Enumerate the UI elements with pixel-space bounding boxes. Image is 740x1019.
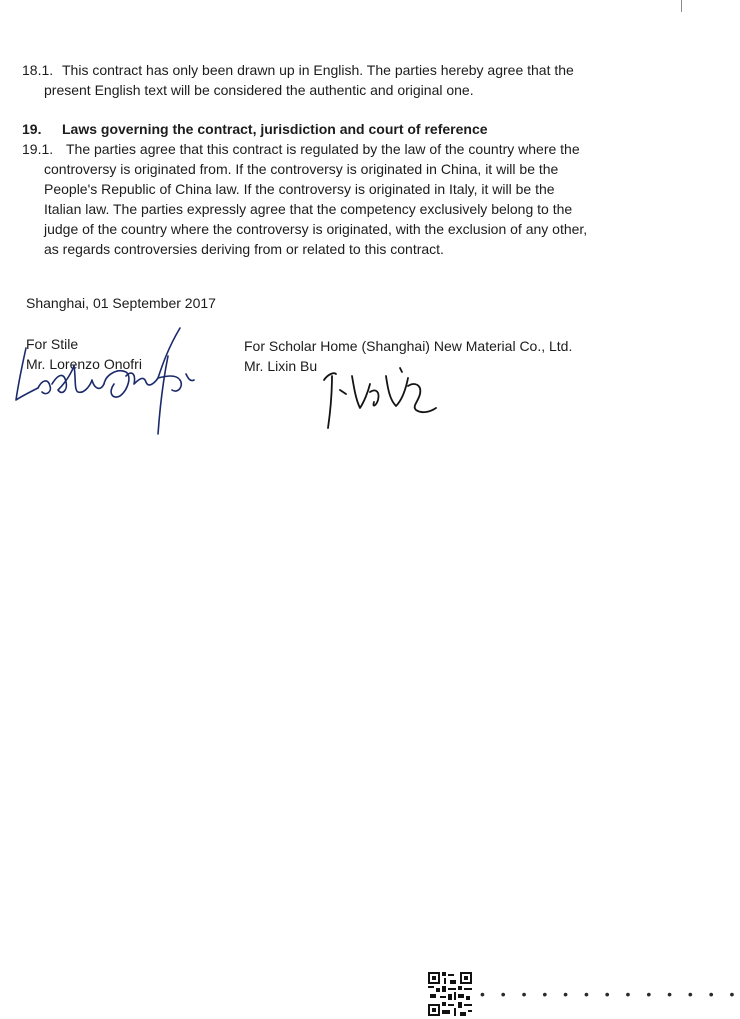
clause-19-1: [22, 139, 622, 259]
clause-text-line: The parties agree that this contract is regulated by the law of the country where the: [66, 141, 580, 157]
qr-code-icon: [428, 972, 472, 1016]
clause-text-line: People's Republic of China law. If the controversy is originated in Italy, it will be the: [44, 181, 555, 197]
clause-text-line: Italian law. The parties expressly agree that the competency exclusively belong to the: [44, 201, 573, 217]
footer-dot-leader: • • • • • • • • • • • • •: [480, 986, 740, 1002]
section-title: Laws governing the contract, jurisdiction and court of reference: [62, 121, 488, 137]
section-number: 19.: [22, 121, 42, 137]
clause-text-line: present English text will be considered the authentic and original one.: [44, 82, 474, 98]
signatory-company: For Stile: [26, 336, 79, 352]
clause-number: 18.1.: [22, 62, 54, 78]
clause-number: 19.1.: [22, 141, 54, 157]
clause-text-line: This contract has only been drawn up in English. The parties hereby agree that the: [62, 62, 574, 78]
page-edge-mark: [681, 0, 682, 12]
signature-stile: [8, 326, 208, 438]
place-date: Shanghai, 01 September 2017: [26, 295, 216, 311]
section-heading: [22, 119, 622, 139]
signatory-name: Mr. Lorenzo Onofri: [26, 356, 142, 372]
signature-lixin-bu: [316, 366, 446, 432]
clause-18-1: [22, 60, 622, 100]
signatory-company: For Scholar Home (Shanghai) New Material Co., Ltd.: [244, 338, 573, 354]
signatory-name: Mr. Lixin Bu: [244, 358, 318, 374]
clause-text-line: as regards controversies deriving from or related to this contract.: [44, 241, 444, 257]
clause-text-line: controversy is originated from. If the controversy is originated in China, it will be the: [44, 161, 559, 177]
clause-text-line: judge of the country where the controversy is originated, with the exclusion of any other,: [44, 221, 588, 237]
